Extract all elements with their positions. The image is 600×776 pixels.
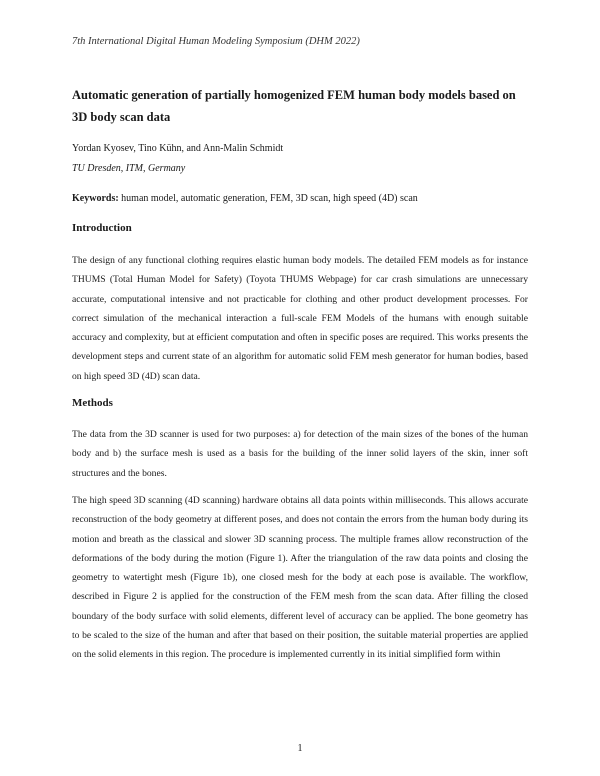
introduction-heading: Introduction bbox=[72, 222, 132, 234]
page-number: 1 bbox=[297, 743, 303, 754]
methods-paragraph-1: The data from the 3D scanner is used for two purposes: a) for detection of the main sizes of the bones of the human body and b) the surface mesh is used as a basis for the building of the inner solid layers of the skin, inner soft structures and the bones. bbox=[72, 429, 528, 479]
keywords-line bbox=[72, 193, 418, 204]
methods-paragraph-2: The high speed 3D scanning (4D scanning) hardware obtains all data points within milliseconds. This allows accurate reconstruction of the body geometry at different poses, and does not contain the errors from the human body during its motion and breath as the classical and slower 3D scanning process. The multiple frames allow reconstruction of the deformations of the body during the motion (Figure 1). After the triangulation of the raw data points and closing the geometry to watertight mesh (Figure 1b), one closed mesh for the body at each pose is available. The workflow, described in Figure 2 is applied for the construction of the FEM mesh from the scan data. After filling the closed boundary of the body surface with solid elements, different level of accuracy can be applied. The bone geometry has to be scaled to the size of the human and after that based on their position, the suitable material properties are applied on the solid elements in this region. The procedure is implemented currently in its initial simplified form within bbox=[72, 495, 528, 661]
affiliation: TU Dresden, ITM, Germany bbox=[72, 163, 186, 174]
running-header: 7th International Digital Human Modeling Symposium (DHM 2022) bbox=[72, 36, 360, 47]
keywords-label: Keywords: bbox=[72, 193, 119, 204]
methods-heading: Methods bbox=[72, 397, 113, 409]
author-list: Yordan Kyosev, Tino Kühn, and Ann-Malin Schmidt bbox=[72, 143, 284, 154]
keywords-text: human model, automatic generation, FEM, 3D scan, high speed (4D) scan bbox=[118, 193, 418, 204]
paper-title: Automatic generation of partially homogenized FEM human body models based on 3D body scan data bbox=[72, 88, 516, 124]
introduction-paragraph: The design of any functional clothing requires elastic human body models. The detailed FEM models as for instance THUMS (Total Human Model for Safety) (Toyota THUMS Webpage) for car crash simulations are unnecessary accurate, computational intensive and not practicable for clothing and other product development processes. For correct simulation of the mechanical interaction a full-scale FEM Models of the humans with enough suitable accuracy and complexity, but at efficient computation and often in specific poses are required. This works presents the development steps and current state of an algorithm for automatic solid FEM mesh generator for human bodies, based on high speed 3D (4D) scan data. bbox=[72, 255, 528, 382]
